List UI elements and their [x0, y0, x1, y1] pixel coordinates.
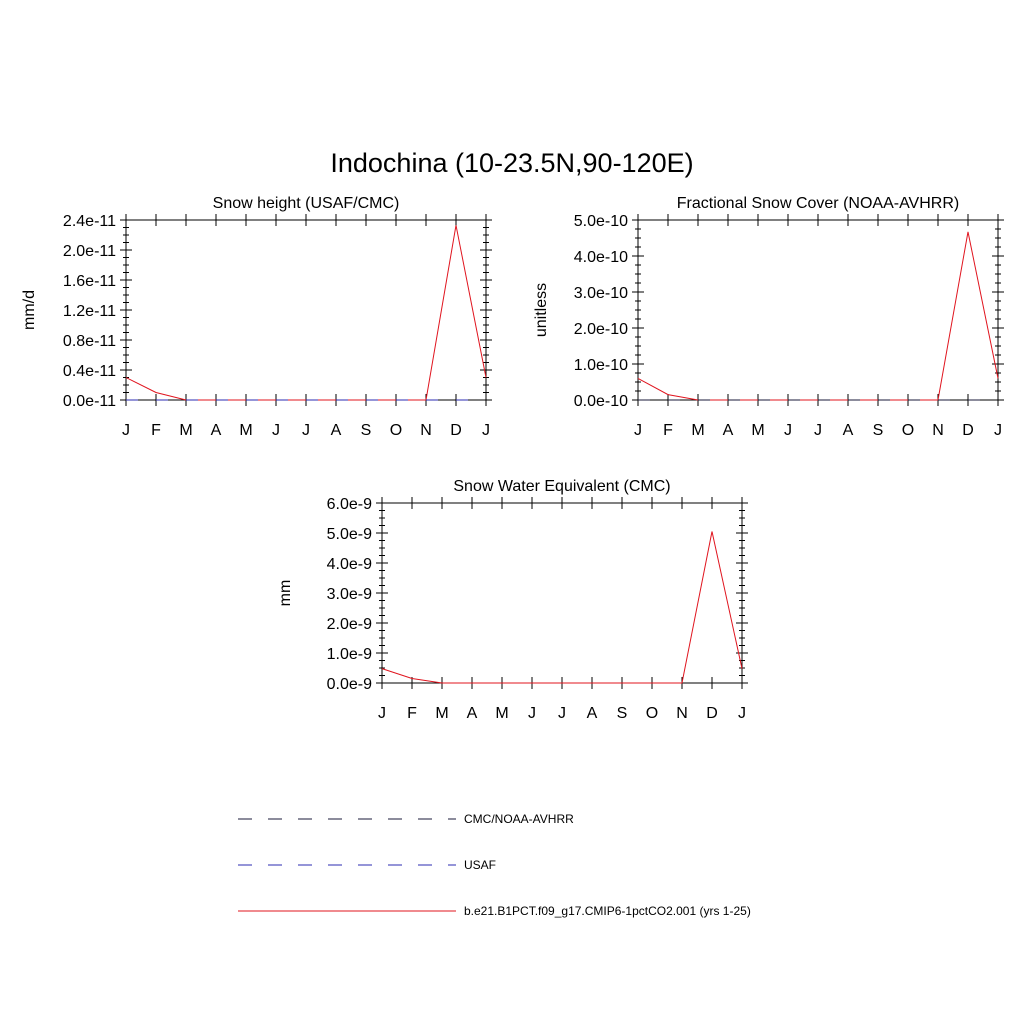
y-tick-label: 5.0e-10 — [573, 213, 628, 230]
panel-title: Snow Water Equivalent (CMC) — [453, 478, 671, 495]
x-tick-label: J — [528, 705, 536, 722]
series-line-model — [382, 532, 742, 684]
x-tick-label: S — [616, 705, 628, 722]
legend-label-2: USAF — [464, 858, 497, 872]
x-tick-label: M — [179, 422, 193, 439]
x-tick-label: S — [360, 422, 372, 439]
y-tick-label: 0.0e-10 — [573, 393, 628, 410]
x-tick-label: J — [738, 705, 746, 722]
legend — [238, 812, 751, 918]
x-tick-label: N — [676, 705, 688, 722]
x-tick-label: J — [302, 422, 310, 439]
x-tick-label: M — [239, 422, 253, 439]
legend-label-3: b.e21.B1PCT.f09_g17.CMIP6-1pctCO2.001 (yrs 1-25) — [464, 904, 751, 918]
y-tick-label: 5.0e-9 — [326, 526, 372, 543]
x-tick-label: A — [330, 422, 342, 439]
x-tick-label: O — [645, 705, 659, 722]
y-tick-label: 2.0e-10 — [573, 321, 628, 338]
chart-panel-2 — [533, 195, 1004, 439]
x-tick-label: J — [814, 422, 822, 439]
y-tick-label: 3.0e-9 — [326, 586, 372, 603]
y-tick-label: 4.0e-10 — [573, 249, 628, 266]
y-axis-label: unitless — [533, 282, 550, 338]
x-tick-label: D — [450, 422, 462, 439]
y-tick-label: 2.0e-11 — [62, 243, 116, 260]
y-axis-label: mm/d — [21, 290, 38, 330]
x-tick-label: F — [663, 422, 673, 439]
y-tick-label: 6.0e-9 — [326, 496, 372, 513]
x-tick-label: F — [407, 705, 417, 722]
x-tick-label: A — [842, 422, 854, 439]
x-tick-label: A — [586, 705, 598, 722]
x-tick-label: O — [389, 422, 403, 439]
series-line-model — [126, 225, 486, 400]
panel-title: Snow height (USAF/CMC) — [212, 195, 400, 212]
y-tick-label: 0.4e-11 — [62, 363, 116, 380]
chart-panel-3 — [277, 478, 748, 722]
y-axis-label: mm — [277, 579, 294, 607]
y-tick-label: 3.0e-10 — [573, 285, 628, 302]
chart-panel-1 — [21, 195, 492, 439]
x-tick-label: M — [495, 705, 509, 722]
legend-label-1: CMC/NOAA-AVHRR — [464, 812, 574, 826]
x-tick-label: M — [691, 422, 705, 439]
x-tick-label: J — [272, 422, 280, 439]
x-tick-label: N — [420, 422, 432, 439]
x-tick-label: A — [722, 422, 734, 439]
panel-title: Fractional Snow Cover (NOAA-AVHRR) — [676, 195, 960, 212]
figure-title: Indochina (10-23.5N,90-120E) — [330, 148, 694, 178]
x-tick-label: A — [210, 422, 222, 439]
x-tick-label: S — [872, 422, 884, 439]
plot-frame — [638, 220, 998, 400]
series-line-model — [638, 232, 998, 400]
y-tick-label: 2.0e-9 — [326, 616, 372, 633]
x-tick-label: D — [962, 422, 974, 439]
y-tick-label: 4.0e-9 — [326, 556, 372, 573]
x-tick-label: O — [901, 422, 915, 439]
y-tick-label: 2.4e-11 — [62, 213, 116, 230]
x-tick-label: J — [558, 705, 566, 722]
x-tick-label: D — [706, 705, 718, 722]
x-tick-label: M — [435, 705, 449, 722]
y-tick-label: 1.2e-11 — [62, 303, 116, 320]
x-tick-label: J — [634, 422, 642, 439]
y-tick-label: 1.0e-9 — [326, 646, 372, 663]
x-tick-label: J — [784, 422, 792, 439]
x-tick-label: J — [122, 422, 130, 439]
y-tick-label: 0.0e-9 — [326, 676, 372, 693]
plot-frame — [126, 220, 486, 400]
x-tick-label: J — [994, 422, 1002, 439]
x-tick-label: M — [751, 422, 765, 439]
plot-frame — [382, 503, 742, 683]
x-tick-label: F — [151, 422, 161, 439]
y-tick-label: 1.6e-11 — [62, 273, 116, 290]
x-tick-label: N — [932, 422, 944, 439]
y-tick-label: 0.8e-11 — [62, 333, 116, 350]
x-tick-label: J — [378, 705, 386, 722]
x-tick-label: J — [482, 422, 490, 439]
y-tick-label: 0.0e-11 — [62, 393, 116, 410]
y-tick-label: 1.0e-10 — [573, 357, 628, 374]
x-tick-label: A — [466, 705, 478, 722]
